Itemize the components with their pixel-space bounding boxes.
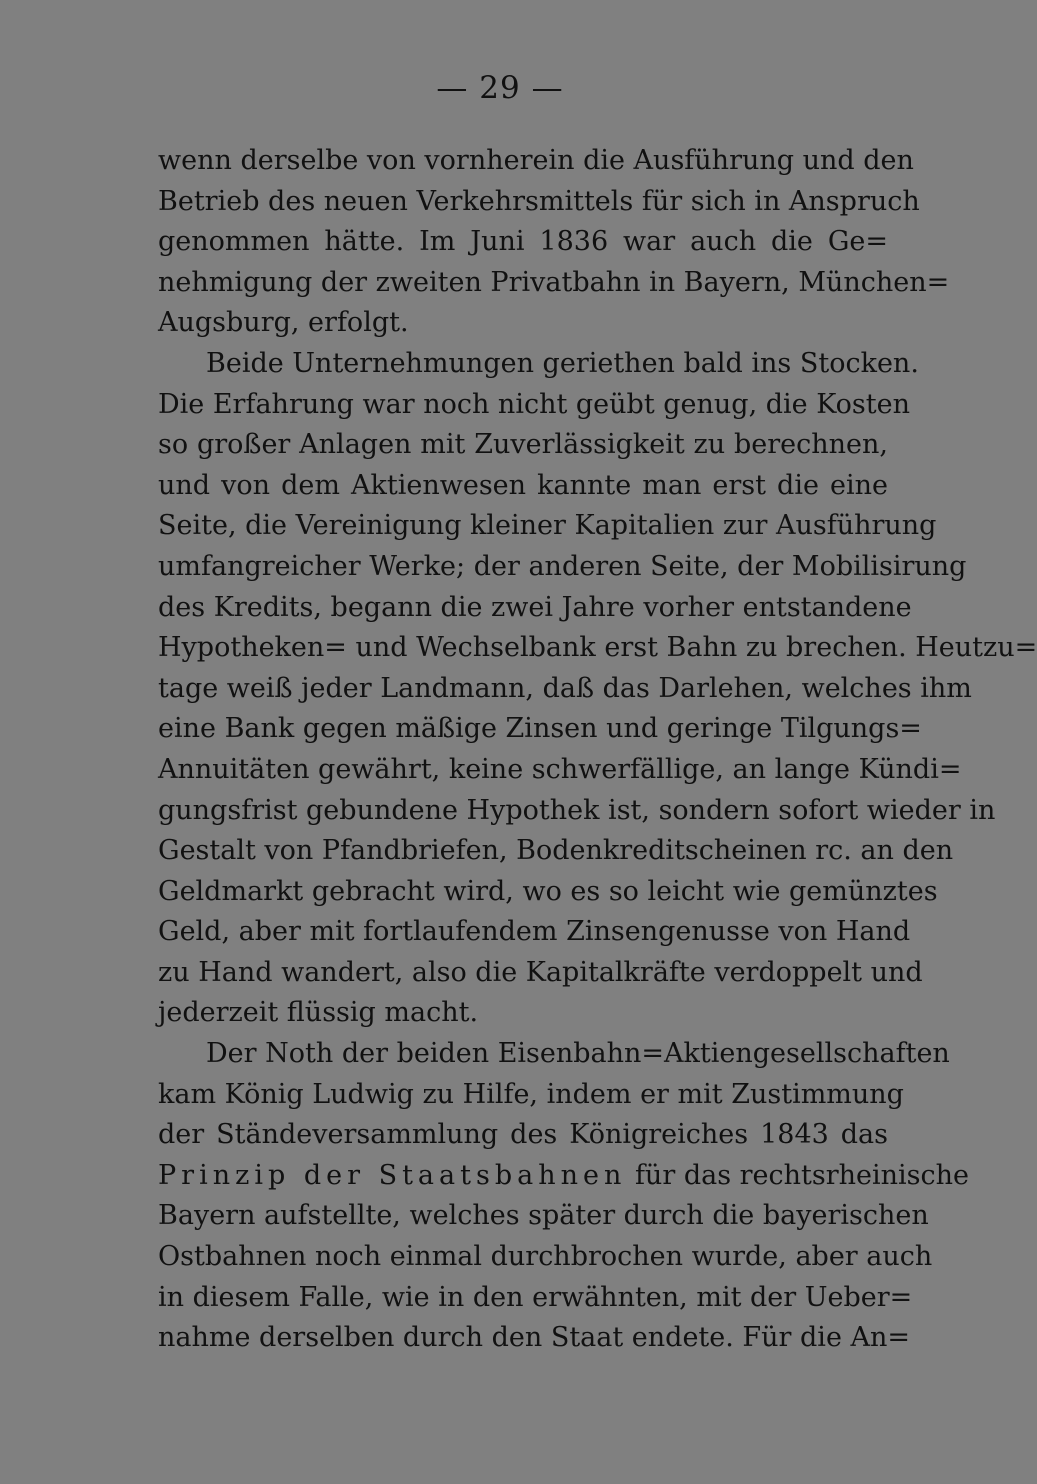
text-line: Augsburg, erfolgt. [158, 307, 409, 339]
line-remainder: für das rechtsrheinische [626, 1159, 970, 1191]
text-line: und von dem Aktienwesen kannte man erst die eine [158, 469, 888, 501]
text-line: Bayern aufstellte, welches später durch die bayerischen [158, 1200, 929, 1232]
text-line: Betrieb des neuen Verkehrsmittels für sich in Anspruch [158, 185, 920, 217]
text-line: so großer Anlagen mit Zuverlässigkeit zu berechnen, [158, 429, 888, 461]
text-line-spaced [158, 1156, 970, 1197]
text-line: zu Hand wandert, also die Kapitalkräfte verdoppelt und [158, 956, 923, 988]
text-line: nahme derselben durch den Staat endete. Für die An= [158, 1322, 911, 1354]
text-line: Geld, aber mit fortlaufendem Zinsengenusse von Hand [158, 916, 911, 948]
text-line: wenn derselbe von vornherein die Ausführung und den [158, 145, 914, 176]
text-line: Seite, die Vereinigung kleiner Kapitalien zur Ausführung [158, 510, 937, 542]
text-line: genommen hätte. Im Juni 1836 war auch die Ge= [158, 226, 888, 258]
text-line: Geldmarkt gebracht wird, wo es so leicht wie gemünztes [158, 875, 938, 907]
text-line: des Kredits, begann die zwei Jahre vorher entstandene [158, 591, 912, 623]
text-line: in diesem Falle, wie in den erwähnten, mit der Ueber= [158, 1281, 913, 1313]
text-line: Ostbahnen noch einmal durchbrochen wurde, aber auch [158, 1241, 933, 1273]
text-line: Gestalt von Pfandbriefen, Bodenkreditscheinen rc. an den [158, 835, 954, 867]
emphasized-phrase: Prinzip der Staatsbahnen [158, 1159, 627, 1191]
text-line: Die Erfahrung war noch nicht geübt genug, die Kosten [158, 388, 911, 420]
paragraph-start-line: Beide Unternehmungen geriethen bald ins Stocken. [206, 347, 919, 379]
text-line: der Ständeversammlung des Königreiches 1843 das [158, 1119, 888, 1151]
text-line: Hypotheken= und Wechselbank erst Bahn zu brechen. Heutzu= [158, 632, 1037, 664]
page-number: — 29 — [436, 70, 564, 106]
paragraph-start-line: Der Noth der beiden Eisenbahn=Aktiengesellschaften [206, 1038, 950, 1070]
text-line: Annuitäten gewährt, keine schwerfällige, an lange Kündi= [158, 753, 962, 785]
text-line: eine Bank gegen mäßige Zinsen und geringe Tilgungs= [158, 713, 922, 745]
text-line: tage weiß jeder Landmann, daß das Darlehen, welches ihm [158, 672, 972, 704]
text-line: jederzeit flüssig macht. [158, 997, 479, 1029]
text-line: umfangreicher Werke; der anderen Seite, der Mobilisirung [158, 550, 967, 582]
body-text [158, 141, 1037, 1359]
text-line: kam König Ludwig zu Hilfe, indem er mit Zustimmung [158, 1078, 904, 1110]
text-line: gungsfrist gebundene Hypothek ist, sondern sofort wieder in [158, 794, 996, 826]
text-line: nehmigung der zweiten Privatbahn in Bayern, München= [158, 266, 950, 298]
